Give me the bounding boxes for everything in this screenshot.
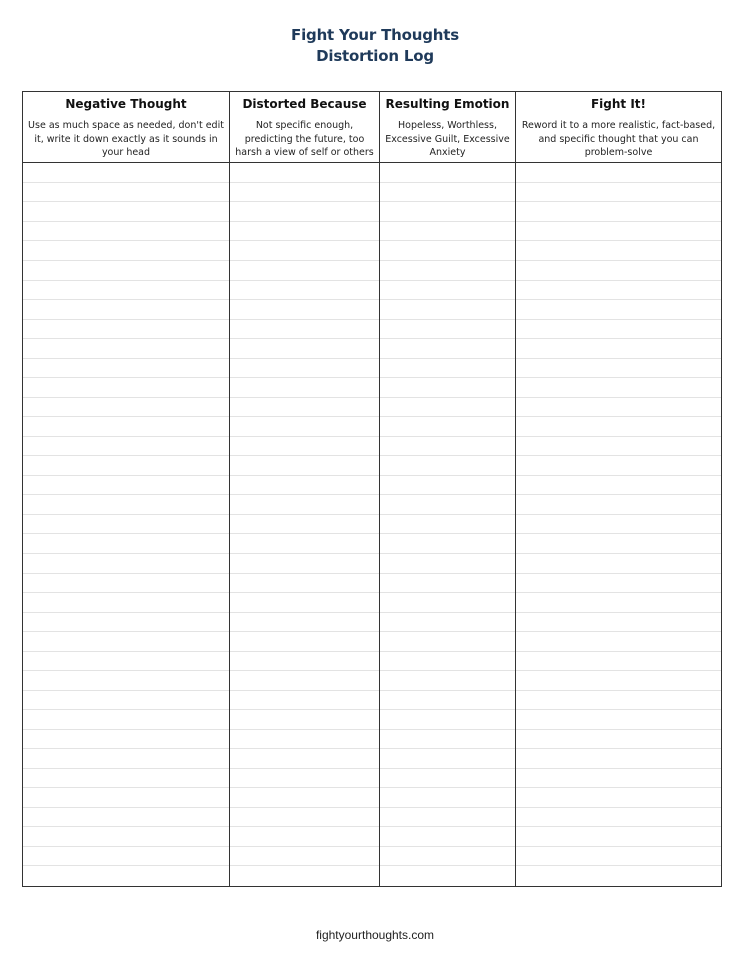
title-line-1: Fight Your Thoughts <box>291 26 459 44</box>
table-row[interactable] <box>380 398 515 418</box>
table-row[interactable] <box>516 574 721 594</box>
table-row[interactable] <box>516 281 721 301</box>
column-description: Use as much space as needed, don't edit it, write it down exactly as it sounds in your head <box>28 120 224 158</box>
table-row[interactable] <box>23 847 229 867</box>
table-row[interactable] <box>230 300 379 320</box>
table-row[interactable] <box>230 398 379 418</box>
table-row[interactable] <box>230 183 379 203</box>
table-row[interactable] <box>230 339 379 359</box>
column-header <box>516 92 721 163</box>
table-row[interactable] <box>23 652 229 672</box>
table-row[interactable] <box>23 593 229 613</box>
column-title: Distorted Because <box>242 97 367 111</box>
table-row[interactable] <box>380 241 515 261</box>
table-row[interactable] <box>380 339 515 359</box>
table-row[interactable] <box>380 261 515 281</box>
column-title: Fight It! <box>590 97 647 111</box>
table-row[interactable] <box>516 613 721 633</box>
table-row[interactable] <box>516 163 721 183</box>
table-row[interactable] <box>516 769 721 789</box>
table-row[interactable] <box>380 476 515 496</box>
footer-website: fightyourthoughts.com <box>315 928 435 942</box>
column-description: Not specific enough, predicting the future, too harsh a view of self or others <box>235 120 374 158</box>
column-title: Negative Thought <box>65 97 187 111</box>
table-row[interactable] <box>380 300 515 320</box>
table-row[interactable] <box>380 183 515 203</box>
table-row[interactable] <box>516 417 721 437</box>
table-row[interactable] <box>23 574 229 594</box>
table-row[interactable] <box>230 808 379 828</box>
table-row[interactable] <box>230 359 379 379</box>
table-row[interactable] <box>380 222 515 242</box>
table-row[interactable] <box>380 808 515 828</box>
table-row[interactable] <box>230 593 379 613</box>
table-row[interactable] <box>516 749 721 769</box>
table-row[interactable] <box>230 495 379 515</box>
table-row[interactable] <box>23 730 229 750</box>
table-row[interactable] <box>380 417 515 437</box>
table-row[interactable] <box>230 691 379 711</box>
table-row[interactable] <box>516 593 721 613</box>
table-row[interactable] <box>230 320 379 340</box>
table-row[interactable] <box>23 788 229 808</box>
table-row[interactable] <box>516 456 721 476</box>
table-row[interactable] <box>380 378 515 398</box>
column-negative-thought <box>23 92 230 886</box>
table-row[interactable] <box>230 202 379 222</box>
table-row[interactable] <box>380 847 515 867</box>
table-row[interactable] <box>23 632 229 652</box>
table-row[interactable] <box>23 202 229 222</box>
table-row[interactable] <box>516 671 721 691</box>
column-distorted-because <box>230 92 380 886</box>
table-row[interactable] <box>230 749 379 769</box>
table-row[interactable] <box>230 632 379 652</box>
table-row[interactable] <box>516 710 721 730</box>
table-row[interactable] <box>380 593 515 613</box>
table-row[interactable] <box>516 339 721 359</box>
table-row[interactable] <box>23 417 229 437</box>
table-row[interactable] <box>380 534 515 554</box>
table-row[interactable] <box>516 359 721 379</box>
writing-rows[interactable] <box>23 163 229 886</box>
table-row[interactable] <box>230 613 379 633</box>
table-row[interactable] <box>516 437 721 457</box>
title-line-2: Distortion Log <box>316 47 434 65</box>
table-row[interactable] <box>230 847 379 867</box>
table-row[interactable] <box>380 749 515 769</box>
table-row[interactable] <box>516 515 721 535</box>
distortion-log-table <box>22 91 722 887</box>
column-header <box>23 92 229 163</box>
table-row[interactable] <box>23 163 229 183</box>
table-row[interactable] <box>23 320 229 340</box>
table-row[interactable] <box>23 866 229 886</box>
table-row[interactable] <box>380 788 515 808</box>
table-row[interactable] <box>380 554 515 574</box>
table-row[interactable] <box>516 534 721 554</box>
table-row[interactable] <box>516 222 721 242</box>
table-row[interactable] <box>380 456 515 476</box>
table-row[interactable] <box>380 769 515 789</box>
writing-rows[interactable] <box>380 163 515 886</box>
table-row[interactable] <box>516 476 721 496</box>
table-row[interactable] <box>23 769 229 789</box>
table-row[interactable] <box>23 710 229 730</box>
table-row[interactable] <box>230 476 379 496</box>
table-row[interactable] <box>516 827 721 847</box>
table-row[interactable] <box>516 300 721 320</box>
table-row[interactable] <box>380 202 515 222</box>
table-row[interactable] <box>230 730 379 750</box>
table-row[interactable] <box>23 456 229 476</box>
table-row[interactable] <box>230 827 379 847</box>
table-row[interactable] <box>230 281 379 301</box>
table-row[interactable] <box>380 495 515 515</box>
writing-rows[interactable] <box>230 163 379 886</box>
table-row[interactable] <box>23 671 229 691</box>
table-row[interactable] <box>23 183 229 203</box>
column-description: Hopeless, Worthless, Excessive Guilt, Excessive Anxiety <box>385 120 510 158</box>
column-title: Resulting Emotion <box>385 97 510 111</box>
table-row[interactable] <box>516 183 721 203</box>
column-resulting-emotion <box>380 92 516 886</box>
table-row[interactable] <box>23 691 229 711</box>
table-row[interactable] <box>23 281 229 301</box>
table-row[interactable] <box>230 261 379 281</box>
table-row[interactable] <box>230 652 379 672</box>
table-row[interactable] <box>516 241 721 261</box>
table-row[interactable] <box>230 417 379 437</box>
table-row[interactable] <box>380 320 515 340</box>
table-row[interactable] <box>516 632 721 652</box>
table-row[interactable] <box>380 691 515 711</box>
table-row[interactable] <box>516 847 721 867</box>
table-row[interactable] <box>380 437 515 457</box>
table-row[interactable] <box>23 437 229 457</box>
table-row[interactable] <box>516 730 721 750</box>
column-fight-it <box>516 92 721 886</box>
table-row[interactable] <box>516 398 721 418</box>
table-row[interactable] <box>230 222 379 242</box>
column-header <box>380 92 515 163</box>
table-row[interactable] <box>230 574 379 594</box>
column-description: Reword it to a more realistic, fact-based, and specific thought that you can problem-solve <box>521 120 716 158</box>
table-row[interactable] <box>230 671 379 691</box>
table-row[interactable] <box>380 632 515 652</box>
table-row[interactable] <box>230 378 379 398</box>
table-row[interactable] <box>230 515 379 535</box>
table-row[interactable] <box>380 710 515 730</box>
table-row[interactable] <box>23 749 229 769</box>
table-row[interactable] <box>23 808 229 828</box>
table-row[interactable] <box>516 261 721 281</box>
table-row[interactable] <box>23 378 229 398</box>
table-row[interactable] <box>380 515 515 535</box>
table-row[interactable] <box>516 788 721 808</box>
table-row[interactable] <box>516 554 721 574</box>
table-row[interactable] <box>23 827 229 847</box>
table-row[interactable] <box>230 769 379 789</box>
writing-rows[interactable] <box>516 163 721 886</box>
table-row[interactable] <box>516 202 721 222</box>
table-row[interactable] <box>380 574 515 594</box>
table-row[interactable] <box>230 710 379 730</box>
table-row[interactable] <box>230 456 379 476</box>
table-row[interactable] <box>230 437 379 457</box>
table-row[interactable] <box>23 241 229 261</box>
table-row[interactable] <box>380 671 515 691</box>
table-row[interactable] <box>23 476 229 496</box>
table-row[interactable] <box>23 554 229 574</box>
table-row[interactable] <box>380 652 515 672</box>
page-title <box>0 25 750 67</box>
table-row[interactable] <box>516 320 721 340</box>
table-row[interactable] <box>23 515 229 535</box>
table-row[interactable] <box>230 554 379 574</box>
table-row[interactable] <box>23 398 229 418</box>
table-row[interactable] <box>23 495 229 515</box>
table-row[interactable] <box>23 613 229 633</box>
table-row[interactable] <box>516 378 721 398</box>
table-row[interactable] <box>516 691 721 711</box>
table-row[interactable] <box>230 534 379 554</box>
table-row[interactable] <box>23 534 229 554</box>
table-row[interactable] <box>23 261 229 281</box>
column-header <box>230 92 379 163</box>
table-row[interactable] <box>380 281 515 301</box>
table-row[interactable] <box>23 339 229 359</box>
table-row[interactable] <box>380 359 515 379</box>
table-row[interactable] <box>230 163 379 183</box>
table-row[interactable] <box>230 866 379 886</box>
table-row[interactable] <box>380 866 515 886</box>
table-row[interactable] <box>516 866 721 886</box>
table-row[interactable] <box>23 359 229 379</box>
table-row[interactable] <box>516 495 721 515</box>
table-row[interactable] <box>380 613 515 633</box>
table-row[interactable] <box>380 730 515 750</box>
table-row[interactable] <box>380 827 515 847</box>
table-row[interactable] <box>516 808 721 828</box>
table-row[interactable] <box>23 222 229 242</box>
table-row[interactable] <box>230 788 379 808</box>
table-row[interactable] <box>380 163 515 183</box>
table-row[interactable] <box>516 652 721 672</box>
table-row[interactable] <box>230 241 379 261</box>
table-row[interactable] <box>23 300 229 320</box>
